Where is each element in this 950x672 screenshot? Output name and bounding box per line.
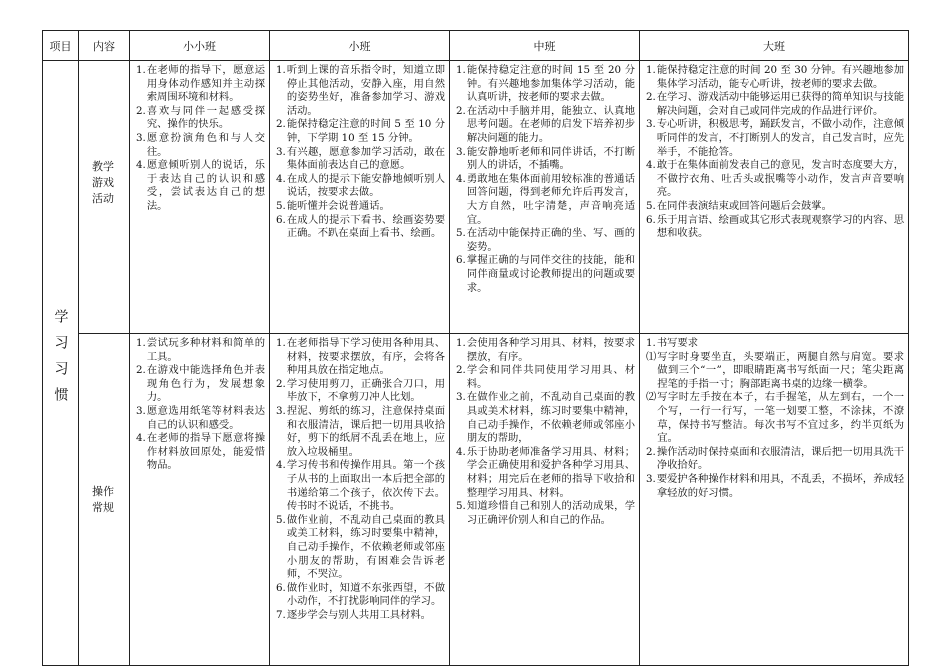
item-number: 1. — [276, 64, 286, 76]
item-number: 2. — [276, 377, 286, 390]
item-number: 6. — [646, 213, 656, 226]
list-item — [136, 405, 265, 432]
item-number: 3. — [276, 145, 286, 158]
item-number: 3. — [136, 404, 146, 417]
list-item — [456, 391, 635, 445]
list-item — [136, 105, 265, 132]
item-text: 愿意选用纸笔等材料表达自己的认识和感受。 — [146, 404, 265, 431]
item-number: 4. — [456, 445, 466, 458]
item-text: 在成人的提示下看书、绘画姿势要正确。不趴在桌面上看书、绘画。 — [286, 213, 445, 240]
list-item — [276, 514, 445, 582]
item-text: 在成人的提示下能安静地倾听别人说话，按要求去做。 — [286, 172, 445, 199]
list-item — [456, 146, 635, 173]
project-label-cell — [43, 61, 79, 666]
item-text: 操作活动时保持桌面和衣服清洁，课后把一切用具洗干净收拾好。 — [656, 445, 904, 472]
item-number: 4. — [136, 159, 146, 172]
item-text: 捏泥、剪纸的练习，注意保持桌面和衣服清洁，课后把一切用具收拾好，剪下的纸屑不乱丢在地上，应放入垃圾桶里。 — [286, 404, 445, 458]
header-level-xiaoban: 小班 — [270, 31, 450, 61]
cell-r0-c3 — [640, 61, 909, 334]
list-item — [276, 405, 445, 459]
item-text: 在老师的指导下愿意将操作材料放回原处，能爱惜物品。 — [146, 432, 265, 472]
list-item — [646, 118, 904, 159]
item-text: 在活动中能保持正确的坐、写、画的姿势。 — [466, 227, 635, 253]
item-text: 有兴趣，愿意参加学习活动，敢在集体面前表达自己的意愿。 — [286, 145, 445, 172]
item-text: 学会和同伴共同使用学习用具、材料。 — [466, 364, 635, 390]
list-item — [456, 500, 635, 527]
item-text: 做作业前，不乱动自己桌面的教具或美工材料，练习时要集中精神，自己动手操作，不依赖老师或邻座小朋友的帮助，有困难会告诉老师，不哭泣。 — [286, 513, 445, 581]
list-item — [276, 146, 445, 173]
project-label: 学习习惯 — [52, 309, 69, 413]
item-number: 4. — [136, 432, 146, 445]
item-number: 2. — [646, 445, 656, 458]
item-text: 专心听讲，积极思考，踊跃发言，不做小动作，注意倾听同伴的发言，不打断别人的发言，自己发言时，应先举手，不能抢答。 — [656, 118, 904, 158]
category-label: 教学游戏活动 — [92, 160, 114, 205]
item-text: 喜欢与同伴一起感受探究、操作的快乐。 — [146, 104, 265, 131]
category-cell — [79, 334, 130, 666]
item-text: 要爱护各种操作材料和用具，不乱丢，不损坏，养成轻拿轻放的好习惯。 — [656, 472, 904, 499]
item-number: 2. — [136, 364, 146, 377]
list-item — [276, 582, 445, 609]
item-text: 学习传书和传操作用具。第一个孩子从书的上面取出一本后把全部的书递给第二个孩子，依次传下去。传书时不说话，不挑书。 — [286, 459, 445, 513]
item-text: 愿意倾听别人的说话，乐于表达自己的认识和感受，尝试表达自己的想法。 — [146, 159, 265, 212]
item-number: 3. — [276, 404, 286, 417]
header-level-daban: 大班 — [640, 31, 909, 61]
list-item — [276, 459, 445, 513]
item-number: 2. — [646, 91, 656, 104]
header-level-xiaoxiaoban: 小小班 — [130, 31, 270, 61]
item-text: 写字时身要坐直，头要端正，两腿自然与肩宽。要求做到三个“一”，即眼睛距离书写纸面一尺；笔尖距离捏笔的手指一寸；胸部距离书桌的边缘一横拳。 — [657, 350, 904, 390]
item-number: 3. — [646, 118, 656, 131]
item-number: 1. — [136, 64, 146, 76]
item-number: 6. — [276, 213, 286, 226]
list-item — [276, 173, 445, 200]
list-item — [456, 364, 635, 391]
item-number: 6. — [456, 254, 466, 267]
item-number: 1. — [456, 337, 466, 349]
item-number: 2. — [276, 118, 286, 131]
list-item — [276, 378, 445, 405]
item-number: 5. — [456, 500, 466, 513]
item-text: 愿意扮演角色和与人交往。 — [146, 131, 265, 158]
item-number: 5. — [646, 199, 656, 212]
row-operation-routines — [43, 334, 909, 666]
item-text: 在老师指导下学习使用各种用具、材料，按要求摆放，有序，会将各种用具放在指定地点。 — [286, 337, 445, 377]
list-item — [136, 432, 265, 473]
list-item — [646, 473, 904, 500]
list-item — [136, 132, 265, 159]
category-cell — [79, 61, 130, 334]
item-number: 5. — [276, 513, 286, 526]
item-number: 5. — [276, 199, 286, 212]
list-item — [456, 254, 635, 295]
item-number: 3. — [456, 391, 466, 404]
list-item — [456, 173, 635, 227]
item-text: 尝试玩多种材料和简单的工具。 — [146, 337, 265, 363]
list-item — [276, 609, 445, 623]
item-text: 知道珍惜自己和别人的活动成果，学习正确评价别人和自己的作品。 — [466, 500, 635, 526]
item-number: ⑵ — [646, 391, 657, 404]
list-item — [646, 200, 904, 214]
item-number: 4. — [276, 459, 286, 472]
header-project: 项目 — [43, 31, 79, 61]
item-number: 1. — [646, 64, 656, 76]
list-item — [276, 64, 445, 118]
item-number: 4. — [646, 159, 656, 172]
list-item — [136, 64, 265, 105]
item-number: 2. — [456, 364, 466, 377]
item-text: 能保持稳定注意的时间 5 至 10 分钟，下学期 10 至 15 分钟。 — [286, 118, 445, 144]
cell-r0-c1 — [270, 61, 450, 334]
list-item — [456, 337, 635, 364]
item-text: 敢于在集体面前发表自己的意见，发言时态度要大方，不做拧衣角、吐舌头或抿嘴等小动作，发言声音要响亮。 — [656, 159, 904, 199]
item-text: 在做作业之前，不乱动自己桌面的教具或美术材料，练习时要集中精神，自己动手操作，不依赖老师或邻座小朋友的帮助， — [466, 391, 635, 445]
list-item — [136, 159, 265, 213]
cell-r1-c0 — [130, 334, 270, 666]
item-text: 乐于用言语、绘画或其它形式表现观察学习的内容、思想和收获。 — [656, 213, 904, 240]
cell-r1-c2 — [450, 334, 640, 666]
item-text: 在同伴表演结束或回答问题后会鼓掌。 — [656, 199, 832, 212]
cell-r1-c3 — [640, 334, 909, 666]
item-text: 掌握正确的与同伴交往的技能，能和同伴商量或讨论教师提出的问题或要求。 — [466, 254, 635, 294]
list-item — [646, 64, 904, 91]
item-text: 会使用各种学习用具、材料，按要求摆放，有序。 — [466, 337, 635, 363]
list-item — [276, 200, 445, 214]
list-item — [646, 214, 904, 241]
item-number: 3. — [456, 145, 466, 158]
item-number: 7. — [276, 608, 286, 621]
item-text: 乐于协助老师准备学习用具、材料；学会正确使用和爱护各种学习用具、材料；用完后在老师的指导下收拾和整理学习用具、材料。 — [466, 445, 635, 499]
row-teaching-activities — [43, 61, 909, 334]
list-item — [136, 364, 265, 405]
item-text: 能安静地听老师和同伴讲话，不打断别人的讲话，不插嘴。 — [466, 145, 635, 172]
item-number: 6. — [276, 581, 286, 594]
list-item — [646, 446, 904, 473]
item-number: 3. — [136, 131, 146, 144]
item-text: 逐步学会与别人共用工具材料。 — [286, 608, 431, 621]
item-text: 能保持稳定注意的时间 15 至 20 分钟。有兴趣地参加集体学习活动，能认真听讲，按老师的要求去做。 — [466, 64, 635, 104]
list-item — [646, 159, 904, 200]
list-item — [646, 91, 904, 118]
item-text: 听到上课的音乐指令时，知道立即停止其他活动，安静入座，用自然的姿势坐好，准备参加学习、游戏活动。 — [286, 64, 445, 117]
list-item — [136, 337, 265, 364]
list-item — [456, 227, 635, 254]
list-item — [276, 118, 445, 145]
item-text: 在老师的指导下，愿意运用身体动作感知并主动探索周围环境和材料。 — [146, 64, 265, 104]
item-number: 4. — [276, 172, 286, 185]
list-item — [456, 105, 635, 146]
list-item — [456, 446, 635, 500]
item-number: 2. — [456, 104, 466, 117]
item-text: 勇敢地在集体面前用较标准的普通话回答问题，得到老师允许后再发言，大方自然，吐字清楚，声音响亮适宜。 — [466, 172, 635, 226]
item-text: 能保持稳定注意的时间 20 至 30 分钟。有兴趣地参加集体学习活动，能专心听讲，按老师的要求去做。 — [656, 64, 904, 90]
list-item — [276, 337, 445, 378]
list-item — [456, 64, 635, 105]
item-number: 4. — [456, 172, 466, 185]
item-number: ⑴ — [646, 350, 657, 363]
item-text: 能听懂并会说普通话。 — [286, 199, 390, 212]
list-item — [646, 337, 904, 351]
header-level-zhongban: 中班 — [450, 31, 640, 61]
cell-r1-c1 — [270, 334, 450, 666]
header-content: 内容 — [79, 31, 130, 61]
item-number: 1. — [456, 64, 466, 76]
item-text: 写字时左手按在本子，右手握笔，从左到右，一个一个写，一行一行写，一笔一划要工整，不涂抹，不潦草，保持书写整洁。每次书写不宜过多，约半页纸为宜。 — [657, 391, 904, 445]
item-text: 做作业时，知道不东张西望，不做小动作，不打扰影响同伴的学习。 — [286, 581, 445, 608]
list-item — [276, 214, 445, 241]
category-label: 操作常规 — [92, 485, 114, 514]
item-number: 1. — [136, 337, 146, 349]
item-text: 在游戏中能选择角色并表现角色行为，发展想象力。 — [146, 364, 265, 404]
item-number: 2. — [136, 104, 146, 117]
item-text: 在活动中手脑并用，能独立、认真地思考问题。在老师的启发下培养初步解决问题的能力。 — [466, 104, 635, 144]
cell-r0-c0 — [130, 61, 270, 334]
header-row — [43, 31, 909, 61]
list-item — [646, 351, 904, 392]
item-text: 书写要求 — [656, 337, 699, 349]
item-number: 1. — [276, 337, 286, 349]
habits-table — [42, 30, 909, 666]
item-text: 在学习、游戏活动中能够运用已获得的简单知识与技能解决问题，会对自己或同伴完成的作品进行评价。 — [656, 91, 904, 117]
list-item — [646, 391, 904, 445]
item-text: 学习使用剪刀，正确张合刀口，用毕放下，不拿剪刀冲人比划。 — [286, 377, 445, 404]
item-number: 3. — [646, 472, 656, 485]
item-number: 1. — [646, 337, 656, 349]
item-number: 5. — [456, 227, 466, 240]
cell-r0-c2 — [450, 61, 640, 334]
